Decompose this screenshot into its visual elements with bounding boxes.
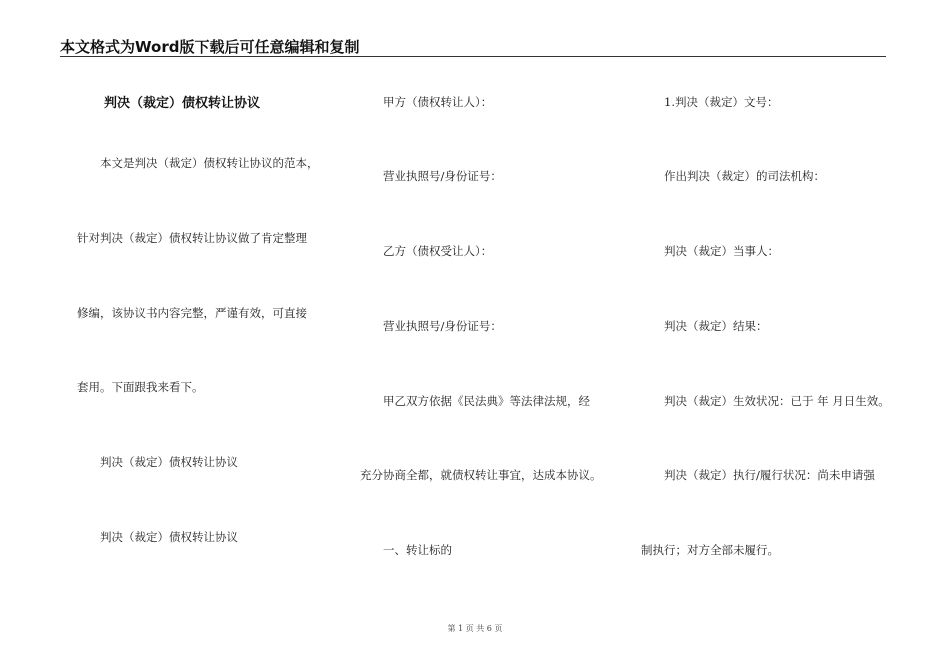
party-b-license-label: 营业执照号/身份证号： [383, 319, 502, 333]
judgment-doc-number-label: 1.判决（裁定）文号： [664, 95, 779, 109]
party-b-label: 乙方（债权受让人）： [383, 244, 493, 258]
subtitle-2: 判决（裁定）债权转让协议 [100, 530, 238, 544]
intro-line-1: 本文是判决（裁定）债权转让协议的范本， [100, 156, 319, 170]
party-a-label: 甲方（债权转让人）： [383, 95, 493, 109]
party-a-license-label: 营业执照号/身份证号： [383, 169, 502, 183]
document-title: 判决（裁定）债权转让协议 [104, 96, 261, 111]
judgment-execution-status-line-2: 制执行；对方全部未履行。 [641, 543, 779, 557]
section-heading-transfer-subject: 一、转让标的 [383, 543, 452, 557]
page-number: 第 1 页 共 6 页 [447, 624, 503, 633]
judgment-effective-status: 判决（裁定）生效状况：已于 年 月日生效。 [664, 394, 890, 408]
judgment-result-label: 判决（裁定）结果： [664, 319, 768, 333]
judgment-parties-label: 判决（裁定）当事人： [664, 244, 779, 258]
intro-line-3: 修编，该协议书内容完整，严谨有效，可直接 [77, 306, 307, 320]
subtitle-1: 判决（裁定）债权转让协议 [100, 455, 238, 469]
judgment-execution-status-line-1: 判决（裁定）执行/履行状况：尚未申请强 [664, 468, 875, 482]
agreement-paragraph-line-2: 充分协商全都，就债权转让事宜，达成本协议。 [360, 468, 602, 482]
agreement-paragraph-line-1: 甲乙双方依据《民法典》等法律法规，经 [383, 394, 590, 408]
intro-line-4: 套用。下面跟我来看下。 [77, 380, 204, 394]
intro-line-2: 针对判决（裁定）债权转让协议做了肯定整理 [77, 231, 307, 245]
document-header: 本文格式为Word版下载后可任意编辑和复制 [60, 38, 360, 56]
issuing-court-label: 作出判决（裁定）的司法机构： [664, 169, 825, 183]
header-divider [60, 56, 886, 57]
